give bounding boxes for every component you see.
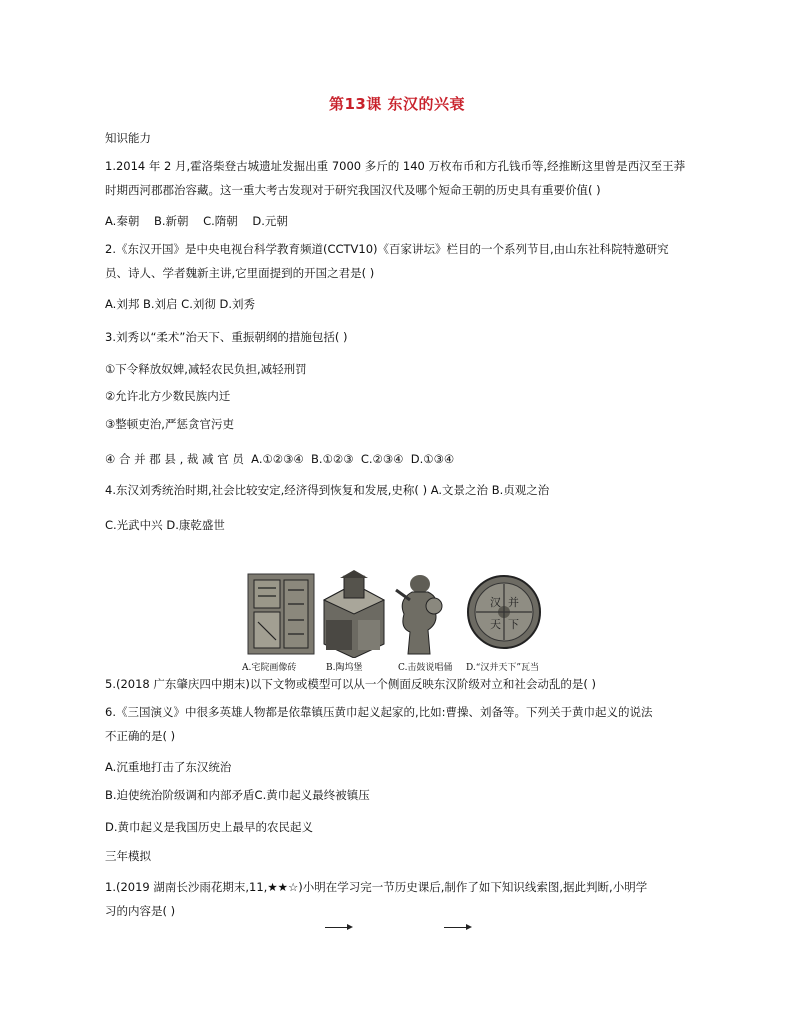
mock-question-1-line-2: 习的内容是( ): [105, 904, 176, 918]
question-6-option-d: D.黄巾起义是我国历史上最早的农民起义: [105, 820, 314, 834]
artifact-figures: [238, 570, 558, 675]
caption-c: C.击鼓说唱俑: [398, 663, 453, 673]
drummer-figurine-image: [390, 570, 450, 658]
question-1-options: A.秦朝 B.新朝 C.隋朝 D.元朝: [105, 214, 288, 228]
tile-char-3: 天: [490, 618, 501, 631]
tile-char-1: 汉: [490, 596, 501, 609]
question-4-line-2: C.光武中兴 D.康乾盛世: [105, 518, 225, 532]
question-3-item-2: ②允许北方少数民族内迁: [105, 389, 231, 403]
house-brick-image: [246, 570, 318, 658]
question-2-options: A.刘邦 B.刘启 C.刘彻 D.刘秀: [105, 297, 256, 311]
question-1-line-2: 时期西河郡郡治容藏。这一重大考古发现对于研究我国汉代及哪个短命王朝的历史具有重要价值( ): [105, 183, 601, 197]
tile-char-2: 并: [508, 596, 519, 609]
question-6-option-a: A.沉重地打击了东汉统治: [105, 760, 232, 774]
roof-tile-image: [464, 570, 544, 658]
section-heading-knowledge: 知识能力: [105, 131, 151, 145]
question-2-line-2: 员、诗人、学者魏新主讲,它里面提到的开国之君是( ): [105, 266, 375, 280]
question-4-line-1: 4.东汉刘秀统治时期,社会比较安定,经济得到恢复和发展,史称( ) A.文景之治 B.贞观之治: [105, 483, 550, 497]
tile-char-4: 下: [508, 618, 519, 631]
question-1-line-1: 1.2014 年 2 月,霍洛柴登古城遗址发掘出重 7000 多斤的 140 万枚布币和方孔钱币等,经推断这里曾是西汉至王莽: [105, 159, 686, 173]
question-6-line-1: 6.《三国演义》中很多英雄人物都是依靠镇压黄巾起义起家的,比如:曹操、刘备等。下列关于黄巾起义的说法: [105, 705, 653, 719]
question-3-stem: 3.刘秀以“柔术”治天下、重振朝纲的措施包括( ): [105, 330, 348, 344]
fortress-model-image: [318, 570, 388, 658]
right-arrow-icon: [444, 922, 472, 932]
question-5: 5.(2018 广东肇庆四中期末)以下文物或模型可以从一个侧面反映东汉阶级对立和社会动乱的是( ): [105, 677, 596, 691]
page-title: 第13课 东汉的兴衰: [328, 95, 466, 113]
caption-a: A.宅院画像砖: [242, 663, 297, 673]
question-3-item-3: ③整顿吏治,严惩贪官污吏: [105, 417, 234, 431]
question-6-line-2: 不正确的是( ): [105, 729, 176, 743]
caption-b: B.陶坞堡: [326, 663, 363, 673]
right-arrow-icon: [325, 922, 353, 932]
question-3-item-1: ①下令释放奴婢,减轻农民负担,减轻刑罚: [105, 362, 307, 376]
section-heading-practice: 三年模拟: [105, 849, 151, 863]
question-3-item-4-options: ④ 合 并 郡 县 , 裁 减 官 员 A.①②③④ B.①②③ C.②③④ D.①③④: [105, 452, 455, 466]
question-2-line-1: 2.《东汉开国》是中央电视台科学教育频道(CCTV10)《百家讲坛》栏目的一个系列节目,由山东社科院特邀研究: [105, 242, 669, 256]
caption-d: D.“汉并天下”瓦当: [466, 663, 539, 673]
mock-question-1-line-1: 1.(2019 湖南长沙雨花期末,11,★★☆)小明在学习完一节历史课后,制作了如下知识线索图,据此判断,小明学: [105, 880, 648, 894]
question-6-option-bc: B.迫使统治阶级调和内部矛盾C.黄巾起义最终被镇压: [105, 788, 370, 802]
